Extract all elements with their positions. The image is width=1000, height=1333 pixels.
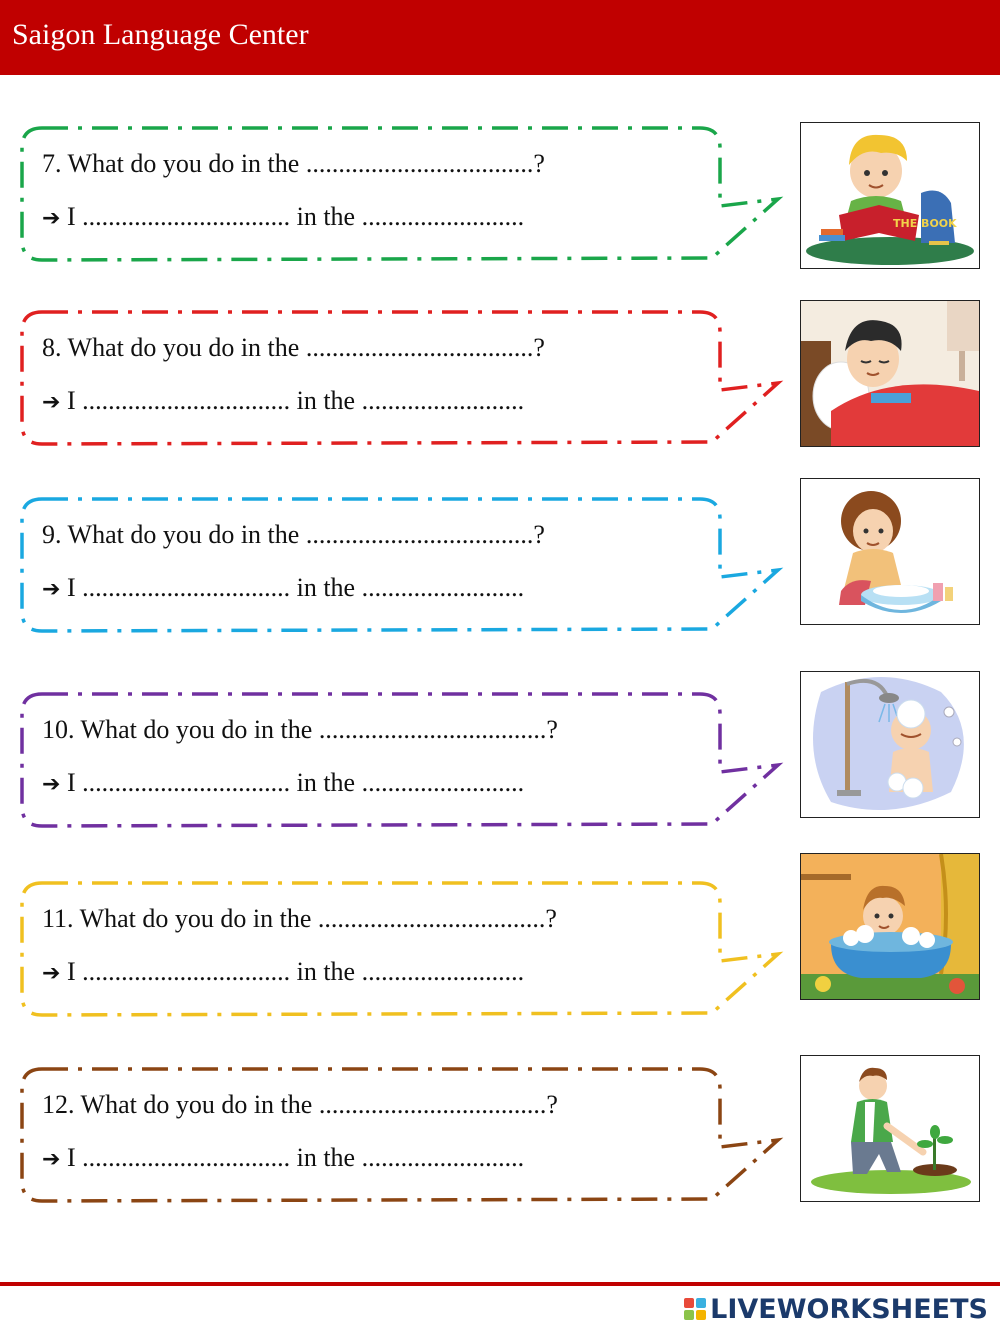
answer-prefix: I [66, 768, 76, 797]
speech-bubble [0, 686, 800, 846]
answer-line [42, 1143, 524, 1173]
speech-bubble [0, 304, 800, 464]
boy-sleeping-in-bed-icon [801, 301, 979, 446]
arrow-right-icon: ➔ [42, 206, 61, 231]
answer-blank[interactable]: ................................ in the ......................... [75, 386, 525, 415]
question-text: 7. What do you do in the ...................................? [42, 149, 545, 178]
boy-taking-shower-icon [801, 672, 979, 817]
question-text: 10. What do you do in the ...................................? [42, 715, 558, 744]
question-text: 9. What do you do in the ...................................? [42, 520, 545, 549]
header-bar [0, 0, 1000, 75]
speech-bubble [0, 491, 800, 651]
question-text: 12. What do you do in the ...................................? [42, 1090, 558, 1119]
arrow-right-icon: ➔ [42, 961, 61, 986]
arrow-right-icon: ➔ [42, 577, 61, 602]
picture-boy-reading [800, 122, 980, 269]
boy-taking-bath-icon [801, 854, 979, 999]
footer-rule [0, 1282, 1000, 1286]
speech-bubble [0, 1061, 800, 1221]
picture-man-planting [800, 1055, 980, 1202]
picture-boy-shower [800, 671, 980, 818]
arrow-right-icon: ➔ [42, 390, 61, 415]
answer-line [42, 768, 524, 798]
question-text: 8. What do you do in the ...................................? [42, 333, 545, 362]
answer-blank[interactable]: ................................ in the ......................... [75, 1143, 525, 1172]
man-planting-tree-icon [801, 1056, 979, 1201]
answer-line [42, 957, 524, 987]
speech-bubble [0, 120, 800, 280]
arrow-right-icon: ➔ [42, 772, 61, 797]
book-cover-text: THE BOOK [893, 217, 957, 230]
header-title: Saigon Language Center [12, 18, 309, 51]
boy-reading-book-icon [801, 123, 979, 268]
answer-blank[interactable]: ................................ in the ......................... [75, 202, 525, 231]
picture-boy-bath [800, 853, 980, 1000]
answer-prefix: I [66, 957, 76, 986]
liveworksheets-logo[interactable] [684, 1291, 988, 1327]
picture-girl-washing [800, 478, 980, 625]
girl-washing-clothes-icon [801, 479, 979, 624]
answer-line [42, 573, 524, 603]
answer-blank[interactable]: ................................ in the ......................... [75, 957, 525, 986]
question-text: 11. What do you do in the ...................................? [42, 904, 557, 933]
arrow-right-icon: ➔ [42, 1147, 61, 1172]
picture-boy-sleeping [800, 300, 980, 447]
answer-prefix: I [66, 386, 76, 415]
answer-line [42, 202, 524, 232]
answer-prefix: I [66, 1143, 76, 1172]
answer-prefix: I [66, 202, 76, 231]
answer-blank[interactable]: ................................ in the ......................... [75, 573, 525, 602]
answer-prefix: I [66, 573, 76, 602]
answer-blank[interactable]: ................................ in the ......................... [75, 768, 525, 797]
speech-bubble [0, 875, 800, 1035]
answer-line [42, 386, 524, 416]
logo-mark-icon [684, 1298, 706, 1320]
logo-text: LIVEWORKSHEETS [710, 1293, 988, 1325]
